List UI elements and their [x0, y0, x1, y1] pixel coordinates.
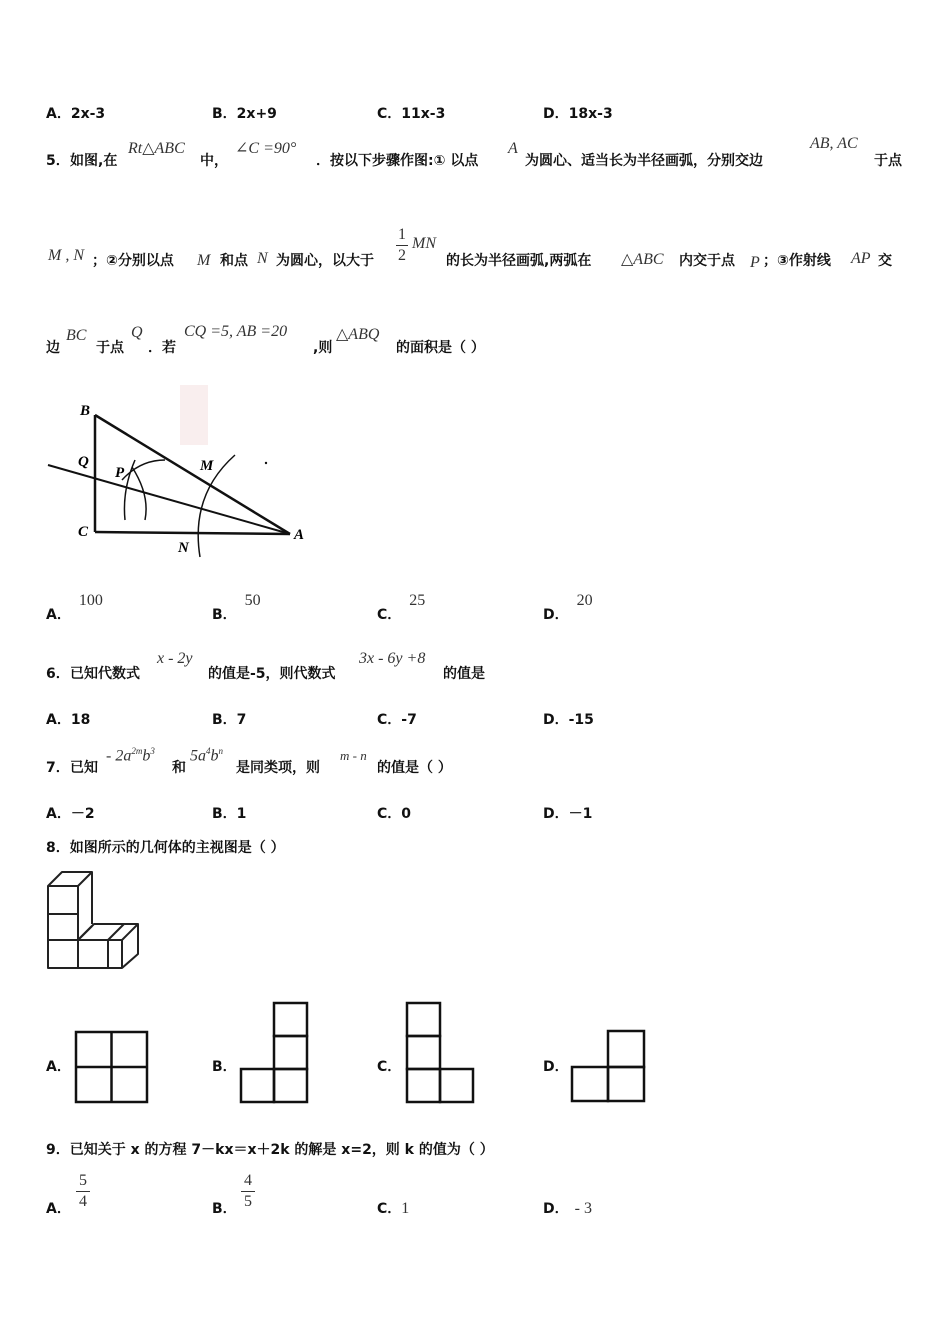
- q5-text: ,则: [313, 340, 333, 356]
- label-q: Q: [78, 454, 89, 470]
- q5-number: 5．: [46, 153, 70, 169]
- q8-solid-figure: [44, 866, 144, 972]
- q5-math: MN: [412, 235, 436, 252]
- q5-text: 内交于点: [679, 253, 735, 269]
- q5-text: 于点: [96, 340, 124, 356]
- q5-text: ．若: [148, 340, 176, 356]
- option-value: 50: [244, 592, 261, 609]
- q4-option-c[interactable]: C．11x-3: [377, 106, 446, 122]
- option-value: 25: [409, 592, 426, 609]
- q7-math: m - n: [340, 748, 367, 763]
- option-label: B．: [212, 1201, 237, 1217]
- q5-text: 的长为半径画弧,两弧在: [446, 253, 592, 269]
- q5-option-a[interactable]: [46, 590, 103, 623]
- q5-math: M , N: [48, 247, 84, 264]
- q8-option-a-figure[interactable]: [74, 1030, 150, 1104]
- fraction-bar: [241, 1191, 255, 1192]
- q5-text: 为圆心，以大于: [276, 253, 374, 269]
- q6-text: 的值是-5，则代数式: [208, 666, 336, 682]
- q5-math: △ABQ: [336, 326, 380, 343]
- option-value: 1: [401, 1200, 410, 1217]
- q6-text: 已知代数式: [70, 666, 140, 682]
- q8-option-c-figure[interactable]: [405, 1001, 477, 1105]
- q5-text: 边: [46, 340, 60, 356]
- q6-option-a[interactable]: A．18: [46, 712, 91, 728]
- q5-math: A: [508, 140, 518, 157]
- q5-option-d[interactable]: [543, 590, 593, 623]
- q8-option-c-label[interactable]: C．: [377, 1059, 402, 1075]
- label-m: M: [200, 458, 214, 474]
- side-ac: [95, 532, 290, 534]
- q8-option-d-label[interactable]: D．: [543, 1059, 569, 1075]
- q5-math: CQ =5, AB =20: [184, 323, 288, 340]
- q5-text: ；②分别以点: [92, 253, 174, 269]
- stray-dot: [265, 462, 267, 464]
- option-fraction: [241, 1172, 255, 1211]
- label-a: A: [294, 527, 305, 543]
- q5-text: 中，: [200, 153, 228, 169]
- q8-option-b-figure[interactable]: [239, 1001, 311, 1105]
- fraction-denominator: 2: [398, 247, 406, 264]
- q8-option-a-label[interactable]: A．: [46, 1059, 71, 1075]
- option-fraction: [76, 1172, 90, 1211]
- fraction-denominator: 5: [244, 1193, 252, 1210]
- q5-text: 为圆心、适当长为半径画弧，分别交边: [525, 153, 763, 169]
- q9-option-d[interactable]: [543, 1198, 592, 1218]
- q7-term-2: $5a^4b^n$: [190, 746, 223, 765]
- q5-text: 于点: [874, 153, 902, 169]
- q5-math: N: [257, 250, 268, 267]
- q5-text: 交: [878, 253, 892, 269]
- q5-math: Rt△ABC: [128, 140, 185, 157]
- option-label: A．: [46, 1201, 71, 1217]
- scan-smudge: [180, 385, 208, 445]
- q5-math: AP: [851, 250, 871, 267]
- q5-text: ；③作射线: [763, 253, 831, 269]
- q5-math: Q: [131, 324, 143, 341]
- q8-text: 8．如图所示的几何体的主视图是（ ）: [46, 840, 285, 856]
- q6-math: 3x - 6y +8: [359, 650, 426, 667]
- q7-option-b[interactable]: B．1: [212, 806, 247, 822]
- q9-text: 9．已知关于 x 的方程 7－kx＝x＋2k 的解是 x=2，则 k 的值为（ ）: [46, 1142, 494, 1158]
- option-value: - 3: [574, 1200, 592, 1217]
- label-b: B: [80, 403, 91, 419]
- fraction-bar: [396, 245, 408, 246]
- q6-option-c[interactable]: C．-7: [377, 712, 417, 728]
- fraction-bar: [76, 1191, 90, 1192]
- q5-text: 的面积是（ ）: [396, 340, 485, 356]
- q8-option-d-figure[interactable]: [570, 1029, 648, 1105]
- q6-math: x - 2y: [157, 650, 193, 667]
- q5-math: AB, AC: [810, 135, 858, 152]
- option-label: D．: [543, 607, 569, 623]
- q5-math: △ABC: [621, 251, 664, 268]
- option-label: A．: [46, 607, 71, 623]
- q7-text: 已知: [70, 760, 98, 776]
- option-label: C．: [377, 1201, 402, 1217]
- label-p: P: [115, 465, 125, 481]
- option-value: 20: [576, 592, 593, 609]
- q7-number: 7．: [46, 760, 70, 776]
- q4-option-d[interactable]: D．18x-3: [543, 106, 613, 122]
- q5-math: P: [750, 254, 760, 271]
- q9-option-c[interactable]: [377, 1198, 409, 1218]
- option-label: D．: [543, 1201, 569, 1217]
- q6-number: 6．: [46, 666, 70, 682]
- q8-option-b-label[interactable]: B．: [212, 1059, 237, 1075]
- q5-text: ．按以下步骤作图:① 以点: [316, 153, 479, 169]
- q5-fraction-half: [396, 226, 408, 265]
- fraction-numerator: 5: [79, 1172, 87, 1189]
- q5-math: ∠C =90°: [235, 140, 297, 157]
- q7-text: 是同类项，则: [236, 760, 320, 776]
- q5-text: 如图,在: [70, 153, 118, 169]
- q7-term-1: - $2a^{2m}b^3$: [106, 746, 155, 765]
- fraction-numerator: 4: [244, 1172, 252, 1189]
- fraction-numerator: 1: [398, 226, 406, 243]
- q6-text: 的值是: [443, 666, 485, 682]
- q6-option-d[interactable]: D．-15: [543, 712, 594, 728]
- label-n: N: [178, 540, 189, 556]
- q7-option-a[interactable]: A．－2: [46, 806, 95, 822]
- q4-option-a[interactable]: A．2x-3: [46, 106, 106, 122]
- q7-option-c[interactable]: C．0: [377, 806, 412, 822]
- q7-text: 和: [172, 760, 186, 776]
- q5-triangle-figure: [40, 385, 330, 565]
- label-c: C: [78, 524, 89, 540]
- q5-option-c[interactable]: [377, 590, 426, 623]
- q7-text: 的值是（ ）: [377, 760, 452, 776]
- arc-from-m-2: [132, 467, 146, 520]
- q4-option-b[interactable]: B．2x+9: [212, 106, 277, 122]
- fraction-denominator: 4: [79, 1193, 87, 1210]
- q7-option-d[interactable]: D．－1: [543, 806, 593, 822]
- q5-math: BC: [66, 327, 87, 344]
- q5-text: 和点: [220, 253, 248, 269]
- option-value: 100: [78, 592, 103, 609]
- q5-option-b[interactable]: [212, 590, 261, 623]
- q6-option-b[interactable]: B．7: [212, 712, 247, 728]
- q5-math: M: [197, 252, 211, 269]
- option-label: B．: [212, 607, 237, 623]
- option-label: C．: [377, 607, 402, 623]
